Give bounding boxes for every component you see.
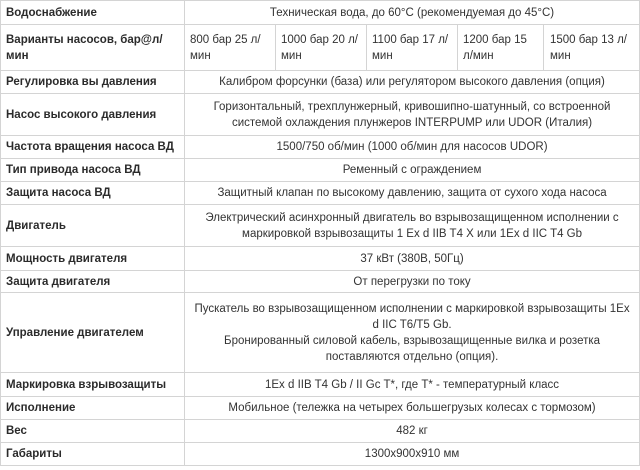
row-label: Насос высокого давления [1, 94, 185, 136]
table-row-pump-speed [1, 136, 640, 159]
row-label: Исполнение [1, 397, 185, 420]
table-row-water-supply [1, 1, 640, 25]
table-row-design [1, 397, 640, 420]
table-row-motor-control [1, 293, 640, 373]
table-row-pump-protection [1, 182, 640, 205]
table-row-motor-power [1, 247, 640, 271]
row-label: Мощность двигателя [1, 247, 185, 271]
row-label: Управление двигателем [1, 293, 185, 373]
pump-variant-cell: 800 бар 25 л/мин [185, 25, 276, 71]
table-row-pressure-regulation [1, 71, 640, 94]
row-value: 1Ex d IIB T4 Gb / II Gc T*, где T* - температурный класс [185, 373, 640, 397]
row-label: Двигатель [1, 205, 185, 247]
row-value: Горизонтальный, трехплунжерный, кривошипно-шатунный, со встроенной системой охлаждения плунжеров INTERPUMP или UDOR (Италия) [185, 94, 640, 136]
pump-variant-cell: 1200 бар 15 л/мин [458, 25, 544, 71]
row-value: Защитный клапан по высокому давлению, защита от сухого хода насоса [185, 182, 640, 205]
pump-variant-cell: 1500 бар 13 л/мин [544, 25, 640, 71]
row-value [185, 293, 640, 373]
value-line: Пускатель во взрывозащищенном исполнении с маркировкой взрывозащиты 1Ex d IIC T6/T5 Gb. [194, 302, 630, 331]
row-value: Мобильное (тележка на четырех большегрузых колесах с тормозом) [185, 397, 640, 420]
table-row-pump-drive [1, 159, 640, 182]
row-label: Тип привода насоса ВД [1, 159, 185, 182]
table-row-ex-marking [1, 373, 640, 397]
row-label: Частота вращения насоса ВД [1, 136, 185, 159]
row-label: Варианты насосов, бар@л/мин [1, 25, 185, 71]
row-value: 37 кВт (380В, 50Гц) [185, 247, 640, 271]
row-label: Регулировка вы давления [1, 71, 185, 94]
row-label: Защита двигателя [1, 271, 185, 293]
row-value: Калибром форсунки (база) или регулятором высокого давления (опция) [185, 71, 640, 94]
row-value: 1300x900x910 мм [185, 443, 640, 466]
row-label: Водоснабжение [1, 1, 185, 25]
table-row-motor-protection [1, 271, 640, 293]
table-row-weight [1, 420, 640, 443]
pump-variant-cell: 1000 бар 20 л/мин [276, 25, 367, 71]
table-row-hp-pump [1, 94, 640, 136]
row-value: Ременный с ограждением [185, 159, 640, 182]
row-label: Вес [1, 420, 185, 443]
row-value: 1500/750 об/мин (1000 об/мин для насосов UDOR) [185, 136, 640, 159]
value-line: Бронированный силовой кабель, взрывозащищенные вилка и розетка поставляются отдельно (опция). [224, 334, 601, 363]
row-value: 482 кг [185, 420, 640, 443]
table-row-dimensions [1, 443, 640, 466]
row-label: Защита насоса ВД [1, 182, 185, 205]
table-row-pump-variants [1, 25, 640, 71]
row-value: От перегрузки по току [185, 271, 640, 293]
table-row-motor [1, 205, 640, 247]
row-label: Маркировка взрывозащиты [1, 373, 185, 397]
row-value: Техническая вода, до 60°C (рекомендуемая до 45°C) [185, 1, 640, 25]
row-value: Электрический асинхронный двигатель во взрывозащищенном исполнении с маркировкой взрывозащиты 1 Ex d IIB T4 X или 1Ex d IIC T4 Gb [185, 205, 640, 247]
pump-variant-cell: 1100 бар 17 л/мин [367, 25, 458, 71]
row-label: Габариты [1, 443, 185, 466]
